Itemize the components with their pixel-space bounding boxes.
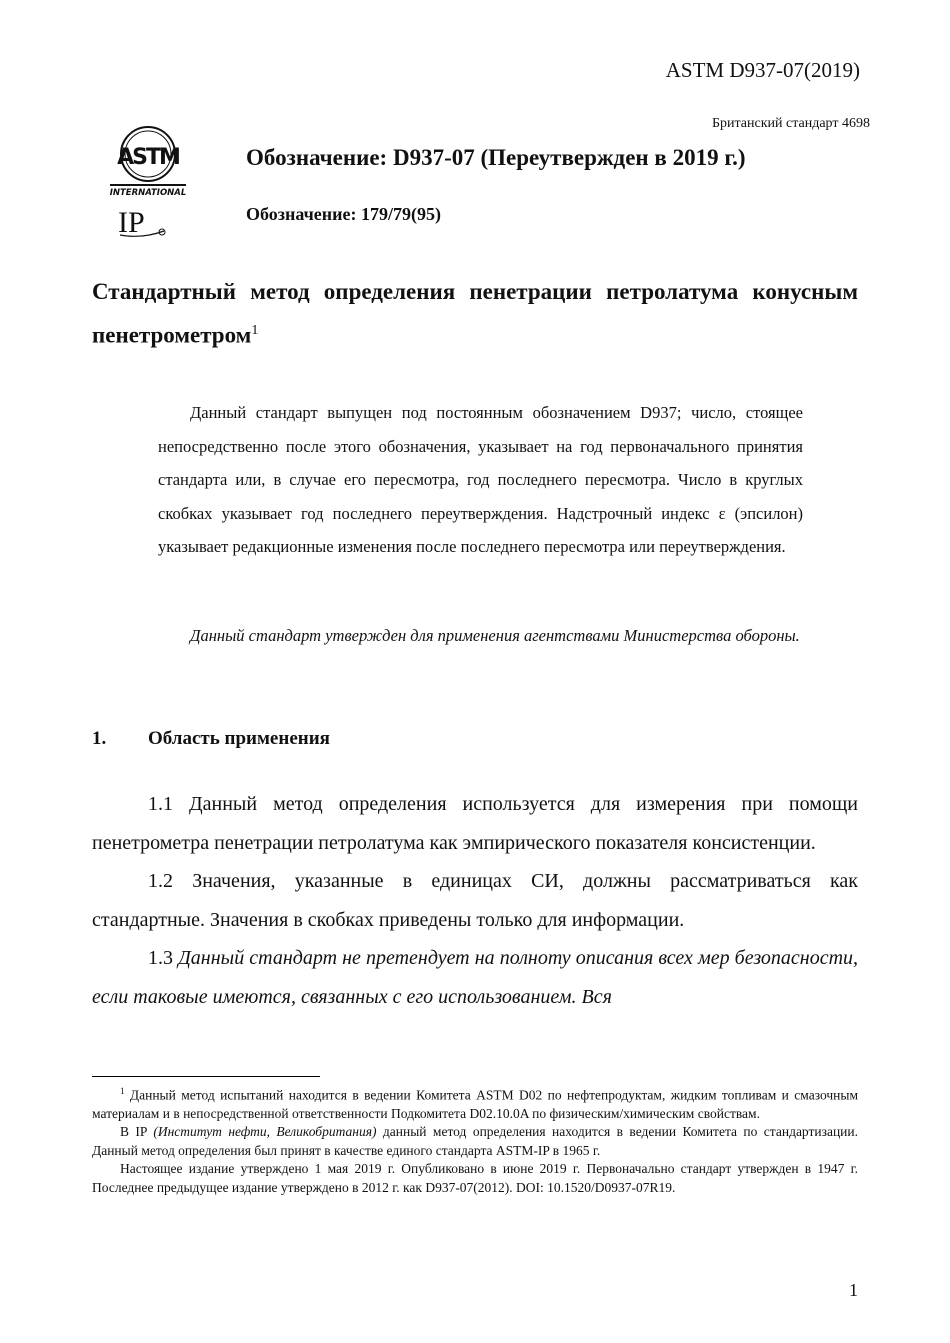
footnote-separator bbox=[92, 1076, 320, 1077]
paragraph-1-1: 1.1 Данный метод определения используется для измерения при помощи пенетрометра пенетрации петролатума как эмпирического показателя консистенции. bbox=[92, 793, 858, 854]
title-footnote-ref: 1 bbox=[251, 323, 259, 338]
paragraph-1-3-number: 1.3 bbox=[148, 947, 173, 969]
paragraph-1-3-text: Данный стандарт не претендует на полноту описания всех мер безопасности, если таковые имеются, связанных с его использованием. Вся bbox=[92, 947, 859, 1008]
astm-logo-subtext: INTERNATIONAL bbox=[109, 188, 187, 198]
ip-logo-text: IP bbox=[118, 206, 145, 237]
paragraph-1-3 bbox=[92, 939, 858, 1016]
astm-logo-text: ASTM bbox=[117, 145, 179, 170]
footnote-ip-italic: (Институт нефти, Великобритания) bbox=[153, 1124, 377, 1140]
title-text: Стандартный метод определения пенетрации петролатума конусным пенетрометром bbox=[92, 279, 858, 348]
footnote-mark: 1 bbox=[120, 1086, 125, 1096]
document-code: ASTM D937-07(2019) bbox=[665, 58, 860, 82]
footnote-ip-lead: В IP bbox=[120, 1124, 147, 1140]
dod-approval-note: Данный стандарт утвержден для применения агентствами Министерства обороны. bbox=[190, 626, 800, 645]
footnote-1-text: Данный метод испытаний находится в ведении Комитета ASTM D02 по нефтепродуктам, жидким топливам и смазочным материалам и в непосредственной ответственности Подкомитета D02.10.0A по физическим/химическим свойствам. bbox=[92, 1087, 859, 1121]
section-heading bbox=[92, 728, 330, 750]
ip-logo bbox=[116, 205, 168, 237]
footnote-ip bbox=[92, 1123, 858, 1160]
document-title bbox=[92, 272, 858, 355]
footnote-edition: Настоящее издание утверждено 1 мая 2019 г. Опубликовано в июне 2019 г. Первоначально стандарт утвержден в 1947 г. Последнее предыдущее издание утверждено в 2012 г. как D937-07(2012). DOI: 10.1520/D0937-07R19. bbox=[92, 1161, 858, 1195]
standard-notice: Данный стандарт выпущен под постоянным обозначением D937; число, стоящее непосредственно после этого обозначения, указывает на год первоначального принятия стандарта или, в случае его пересмотра, год последнего пересмотра. Число в круглых скобках указывает год последнего переутверждения. Надстрочный индекс ε (эпсилон) указывает редакционные изменения после последнего пересмотра или переутверждения. bbox=[158, 403, 803, 556]
british-standard-number: Британский стандарт 4698 bbox=[711, 116, 870, 131]
ip-designation: Обозначение: 179/79(95) bbox=[246, 204, 442, 224]
standard-designation: Обозначение: D937-07 (Переутвержден в 2019 г.) bbox=[246, 145, 746, 170]
section-number: 1. bbox=[92, 728, 107, 749]
section-body bbox=[92, 785, 858, 1016]
page-number: 1 bbox=[849, 1280, 858, 1300]
footnote-ip-rest: данный метод определения находится в ведении Комитета по стандартизации. Данный метод определения был принят в качестве единого стандарта ASTM-IP в 1965 г. bbox=[92, 1124, 859, 1158]
section-title: Область применения bbox=[148, 728, 330, 749]
astm-international-logo bbox=[108, 124, 188, 198]
paragraph-1-2: 1.2 Значения, указанные в единицах СИ, должны рассматриваться как стандартные. Значения в скобках приведены только для информации. bbox=[92, 870, 858, 931]
footnote-1 bbox=[92, 1082, 858, 1123]
footnotes bbox=[92, 1082, 858, 1197]
